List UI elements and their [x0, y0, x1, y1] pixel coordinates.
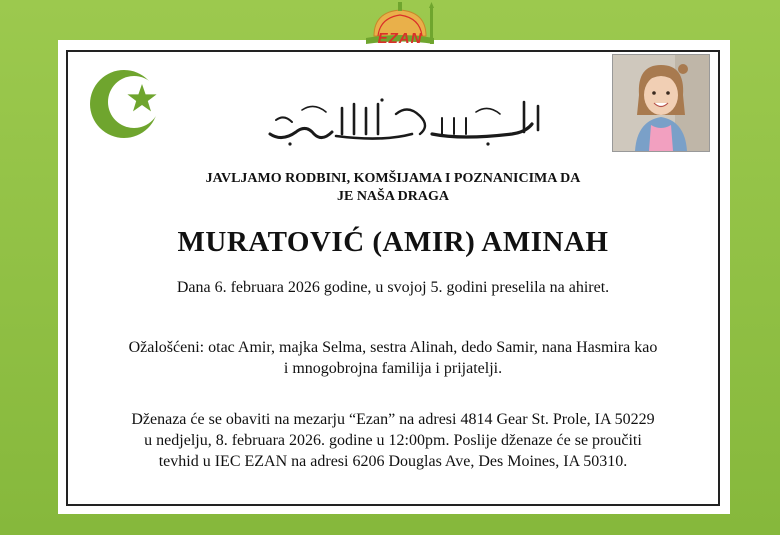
funeral-details [66, 409, 720, 472]
child-portrait-icon [613, 55, 709, 151]
crescent-star-icon [90, 68, 162, 140]
announcement-intro [66, 170, 720, 206]
mourners-line-1: Ožalošćeni: otac Amir, majka Selma, sestra Alinah, dedo Samir, nana Hasmira kao [128, 339, 658, 356]
mourners-paragraph [66, 337, 720, 379]
funeral-line-2: u nedjelju, 8. februara 2026. godine u 12:00pm. Poslije dženaze će se proučiti [144, 432, 642, 449]
passing-statement: Dana 6. februara 2026 godine, u svojoj 5. godini preselila na ahiret. [176, 279, 610, 296]
bismillah-calligraphy [262, 90, 552, 150]
deceased-name: MURATOVIĆ (AMIR) AMINAH [177, 226, 609, 258]
mourners-line-2: i mnogobrojna familija i prijatelji. [283, 360, 503, 377]
intro-line-2: JE NAŠA DRAGA [336, 189, 449, 204]
portrait-photo [612, 54, 710, 152]
funeral-line-3: tevhid u IEC EZAN na adresi 6206 Douglas Ave, Des Moines, IA 50310. [158, 453, 628, 470]
funeral-line-1: Dženaza će se obaviti na mezarju “Ezan” na adresi 4814 Gear St. Prole, IA 50229 [131, 411, 655, 428]
logo-text: EZAN [377, 30, 423, 47]
intro-line-1: JAVLJAMO RODBINI, KOMŠIJAMA I POZNANICIMA DA [205, 171, 581, 186]
